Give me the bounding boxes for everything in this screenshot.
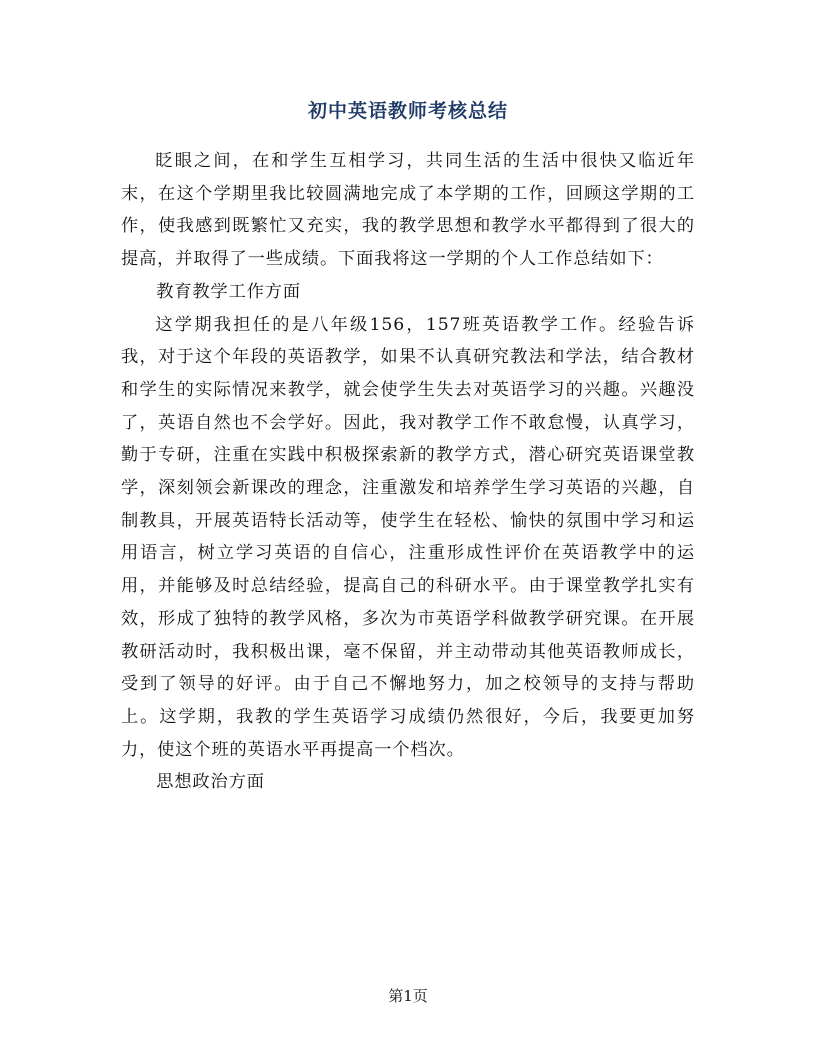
document-title: 初中英语教师考核总结 [307,100,508,122]
teaching-paragraph: 这学期我担任的是八年级156，157班英语教学工作。经验告诉我，对于这个年段的英语教学，如果不认真研究教法和学法，结合教材和学生的实际情况来教学，就会使学生失去对英语学习的兴趣。兴趣没了，英语自然也不会学好。因此，我对教学工作不敢怠慢，认真学习，勤于专研，注重在实践中积极探索新的教学方式，潜心研究英语课堂教学，深刻领会新课改的理念，注重激发和培养学生学习英语的兴趣，自制教具，开展英语特长活动等，使学生在轻松、愉快的氛围中学习和运用语言，树立学习英语的自信心，注重形成性评价在英语教学中的运用，并能够及时总结经验，提高自己的科研水平。由于课堂教学扎实有效，形成了独特的教学风格，多次为市英语学科做教学研究课。在开展教研活动时，我积极出课，毫不保留，并主动带动其他英语教师成长，受到了领导的好评。由于自己不懈地努力，加之校领导的支持与帮助上。这学期，我教的学生英语学习成绩仍然很好，今后，我要更加努力，使这个班的英语水平再提高一个档次。 [121,314,695,760]
document-body [121,145,695,799]
page-number: 第1页 [388,987,428,1005]
intro-paragraph: 眨眼之间，在和学生互相学习，共同生活的生活中很快又临近年末，在这个学期里我比较圆满地完成了本学期的工作，回顾这学期的工作，使我感到既繁忙又充实，我的教学思想和教学水平都得到了很大的提高，并取得了一些成绩。下面我将这一学期的个人工作总结如下： [121,151,695,270]
section-heading-teaching: 教育教学工作方面 [156,281,301,302]
section-heading-politics: 思想政治方面 [156,772,265,793]
